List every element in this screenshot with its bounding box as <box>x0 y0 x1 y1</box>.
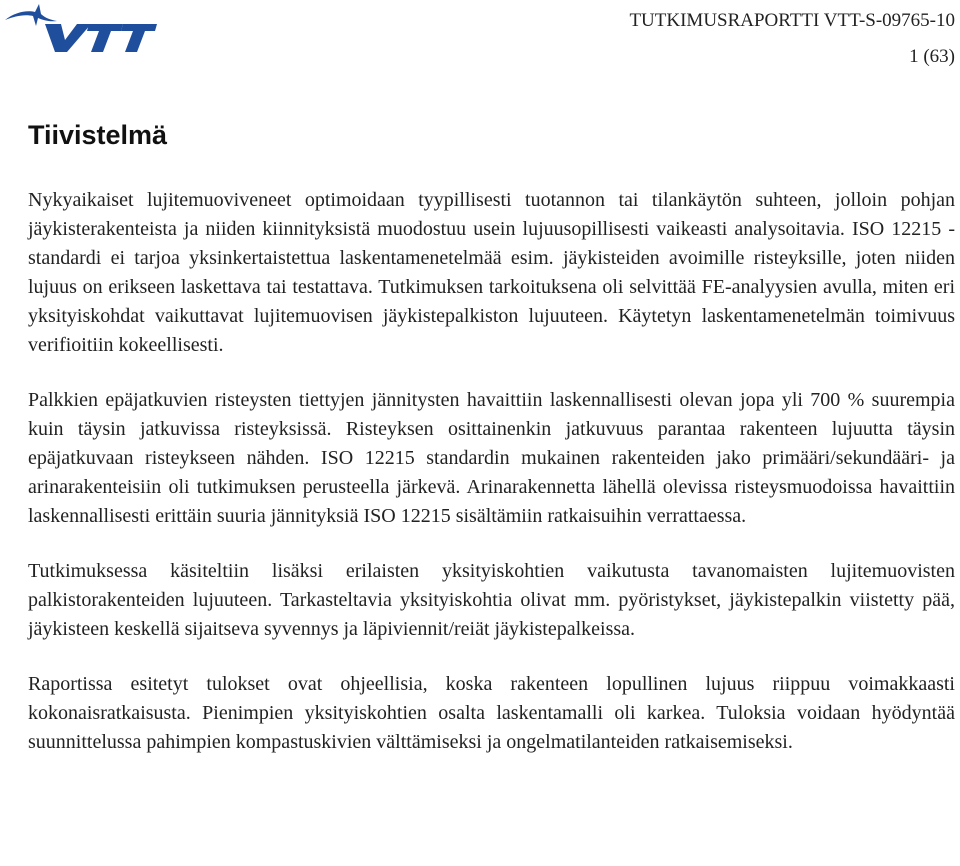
logo-letter-v <box>45 24 91 52</box>
paragraph-2: Palkkien epäjatkuvien risteysten tiettyjen jännitysten havaittiin laskennallisesti olevan jopa yli 700 % suurempia kuin täysin jatkuvissa risteyksissä. Risteyksen osittainenkin jatkuvuus parantaa rakenteen lujuutta täysin epäjatkuvaan risteykseen nähden. ISO 12215 standardin mukainen rakenteiden jako primääri/sekundääri- ja arinarakenteisiin oli tutkimuksen perusteella järkevä. Arinarakennetta lähellä olevissa risteysmuodoissa havaittiin laskennallisesti erittäin suuria jännityksiä ISO 12215 sisältämiin ratkaisuihin verrattaessa. <box>28 389 955 527</box>
vtt-logo <box>5 2 157 54</box>
report-id: TUTKIMUSRAPORTTI VTT-S-09765-10 <box>629 10 955 31</box>
page-number: 1 (63) <box>909 46 955 67</box>
paragraph-1: Nykyaikaiset lujitemuoviveneet optimoidaan tyypillisesti tuotannon tai tilankäytön suhteen, jolloin pohjan jäykisterakenteista ja niiden kiinnityksistä muodostuu usein lujuusopillisesti vaikeasti analysoitavia. ISO 12215 -standardi ei tarjoa yksinkertaistettua laskentamenetelmää esim. jäykisteiden avoimille risteyksille, joten niiden lujuus on erikseen laskettava tai testattava. Tutkimuksen tarkoituksena oli selvittää FE-analyysien avulla, miten eri yksityiskohdat vaikuttavat lujitemuovisen jäykistepalkiston lujuuteen. Käytetyn laskentamenetelmän toimivuus verifioitiin kokeellisesti. <box>28 189 955 356</box>
abstract-body <box>28 186 955 783</box>
paragraph-4: Raportissa esitetyt tulokset ovat ohjeellisia, koska rakenteen lopullinen lujuus riippuu voimakkaasti kokonaisratkaisusta. Pienimpien yksityiskohtien osalta laskentamalli oli karkea. Tuloksia voidaan hyödyntää suunnittelussa pahimpien kompastuskivien välttämiseksi ja ongelmatilanteiden ratkaisemiseksi. <box>28 673 955 753</box>
logo-letter-t2 <box>121 24 157 52</box>
logo-letter-t1 <box>87 24 123 52</box>
paragraph-3: Tutkimuksessa käsiteltiin lisäksi erilaisten yksityiskohtien vaikutusta tavanomaisten lujitemuovisten palkistorakenteiden lujuuteen. Tarkasteltavia yksityiskohtia olivat mm. pyöristykset, jäykistepalkin viistetty pää, jäykisteen keskellä sijaitseva syvennys ja läpiviennit/reiät jäykistepalkeissa. <box>28 560 955 640</box>
logo-swoosh <box>5 4 57 26</box>
section-title: Tiivistelmä <box>28 120 168 150</box>
